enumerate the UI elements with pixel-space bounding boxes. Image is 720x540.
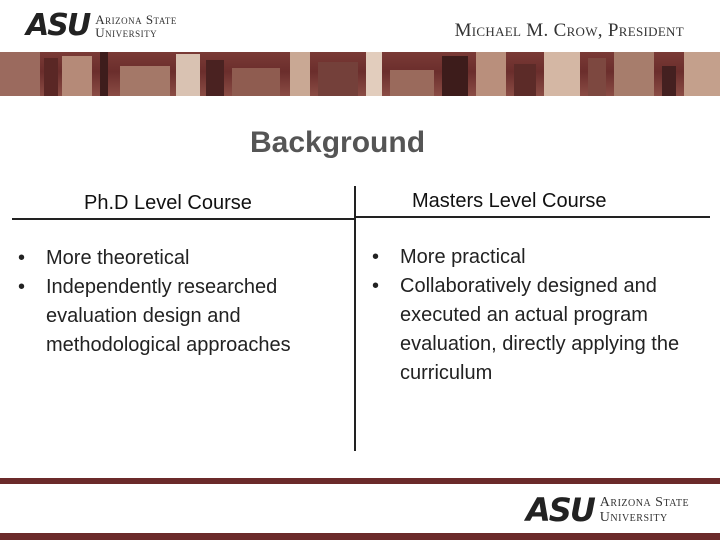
right-heading-rule bbox=[356, 216, 710, 218]
president-name: Michael M. Crow, President bbox=[454, 20, 684, 41]
column-divider bbox=[354, 186, 356, 451]
asu-logo-line1: Arizona State bbox=[95, 12, 177, 27]
asu-logo-line2: University bbox=[95, 25, 158, 40]
bullet-icon: • bbox=[18, 276, 26, 298]
masters-bullet-list bbox=[372, 243, 707, 388]
left-heading-rule bbox=[12, 218, 354, 220]
asu-logo bbox=[26, 8, 177, 43]
list-item bbox=[372, 243, 707, 272]
list-item bbox=[18, 244, 348, 273]
bullet-text: Collaboratively designed and executed an actual program evaluation, directly applying the curriculum bbox=[400, 275, 680, 384]
footer-logo-line1: Arizona State bbox=[599, 495, 690, 510]
bullet-icon: • bbox=[372, 275, 380, 297]
campus-photo-banner bbox=[0, 52, 720, 96]
bullet-text: Independently researched evaluation design and methodological approaches bbox=[46, 276, 291, 356]
phd-bullet-list bbox=[18, 244, 348, 360]
bullet-icon: • bbox=[18, 247, 26, 269]
footer-logo-mark: ASU bbox=[526, 491, 594, 529]
footer-logo-wordmark bbox=[600, 495, 689, 525]
bullet-text: More practical bbox=[400, 246, 526, 268]
asu-logo-mark: ASU bbox=[26, 8, 90, 43]
asu-logo-wordmark bbox=[95, 13, 177, 39]
footer-rule bbox=[0, 478, 720, 484]
bullet-text: More theoretical bbox=[46, 247, 190, 269]
phd-column-heading: Ph.D Level Course bbox=[84, 192, 252, 214]
footer-logo-line2: University bbox=[599, 510, 668, 525]
slide-title: Background bbox=[250, 126, 426, 159]
bullet-icon: • bbox=[372, 246, 380, 268]
list-item bbox=[18, 273, 348, 360]
list-item bbox=[372, 272, 707, 388]
footer-asu-logo bbox=[526, 491, 690, 529]
bottom-bar bbox=[0, 533, 720, 540]
masters-column-heading: Masters Level Course bbox=[412, 190, 607, 212]
slide-header bbox=[0, 0, 720, 52]
